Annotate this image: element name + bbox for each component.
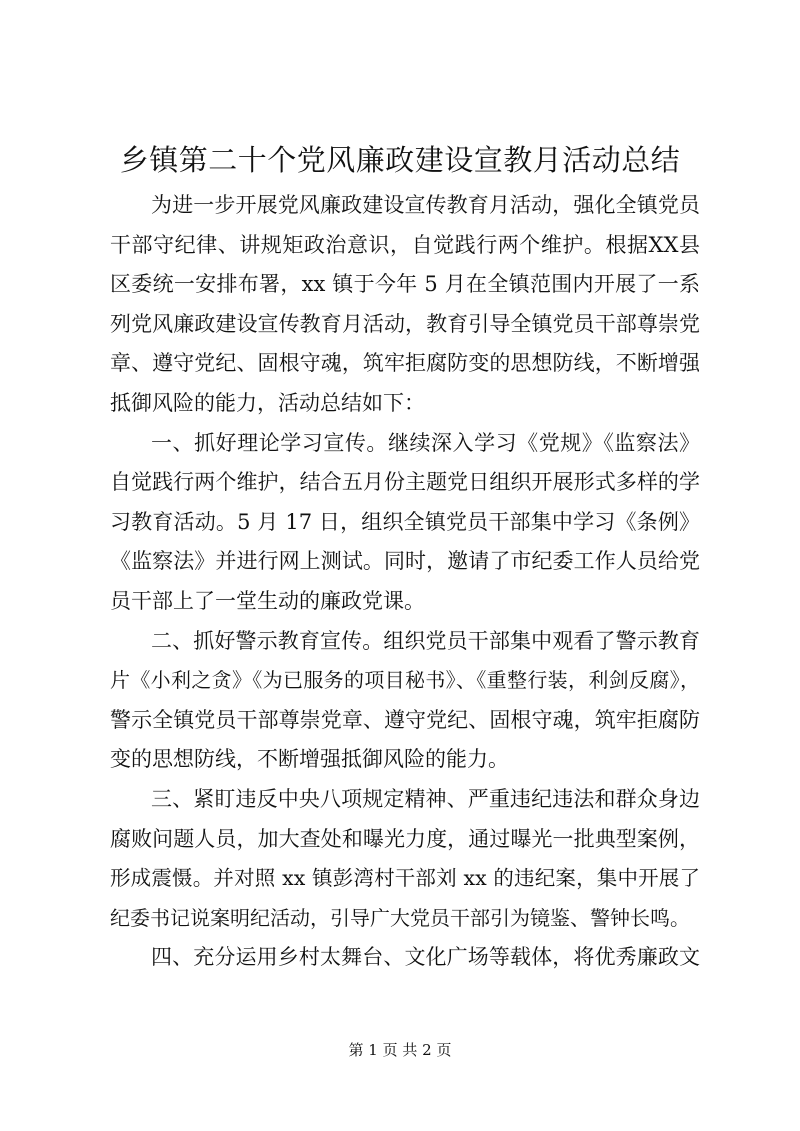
page-number-footer: 第 1 页 共 2 页 (348, 1041, 452, 1059)
paragraph-line: 自觉践行两个维护，结合五月份主题党日组织开展形式多样的学 (110, 470, 700, 495)
paragraph-line: 二、抓好警示教育宣传。组织党员干部集中观看了警示教育 (151, 628, 700, 653)
paragraph-line: 纪委书记说案明纪活动，引导广大党员干部引为镜鉴、警钟长鸣。 (110, 905, 690, 930)
paragraph-line: 腐败问题人员，加大查处和曝光力度，通过曝光一批典型案例， (110, 826, 700, 851)
document-body (110, 186, 700, 978)
paragraph-line: 片《小利之贪》《为已服务的项目秘书》、《重整行装，利剑反腐》， (110, 668, 700, 693)
paragraph-line: 区委统一安排布署，xx 镇于今年 5 月在全镇范围内开展了一系 (110, 272, 700, 297)
paragraph-line: 列党风廉政建设宣传教育月活动，教育引导全镇党员干部尊崇党 (110, 311, 700, 336)
paragraph-line: 形成震慑。并对照 xx 镇彭湾村干部刘 xx 的违纪案，集中开展了 (110, 866, 700, 891)
paragraph-line: 警示全镇党员干部尊崇党章、遵守党纪、固根守魂，筑牢拒腐防 (110, 707, 700, 732)
paragraph-line: 四、充分运用乡村太舞台、文化广场等载体，将优秀廉政文 (151, 945, 700, 970)
paragraph-line: 习教育活动。5 月 17 日，组织全镇党员干部集中学习《条例》 (110, 509, 700, 534)
document-title: 乡镇第二十个党风廉政建设宣教月活动总结 (119, 143, 681, 177)
paragraph-line: 为进一步开展党风廉政建设宣传教育月活动，强化全镇党员 (151, 193, 700, 217)
paragraph-line: 三、紧盯违反中央八项规定精神、严重违纪违法和群众身边 (151, 786, 700, 811)
paragraph-line: 变的思想防线，不断增强抵御风险的能力。 (110, 747, 509, 772)
paragraph-line: 抵御风险的能力，活动总结如下： (110, 390, 425, 415)
paragraph-line: 员干部上了一堂生动的廉政党课。 (110, 588, 425, 613)
paragraph-line: 《监察法》并进行网上测试。同时，邀请了市纪委工作人员给党 (110, 549, 700, 574)
paragraph-line: 干部守纪律、讲规矩政治意识，自觉践行两个维护。根据XX县 (110, 232, 700, 257)
paragraph-line: 一、抓好理论学习宣传。继续深入学习《党规》《监察法》 (151, 430, 700, 455)
paragraph-line: 章、遵守党纪、固根守魂，筑牢拒腐防变的思想防线，不断增强 (110, 351, 700, 376)
